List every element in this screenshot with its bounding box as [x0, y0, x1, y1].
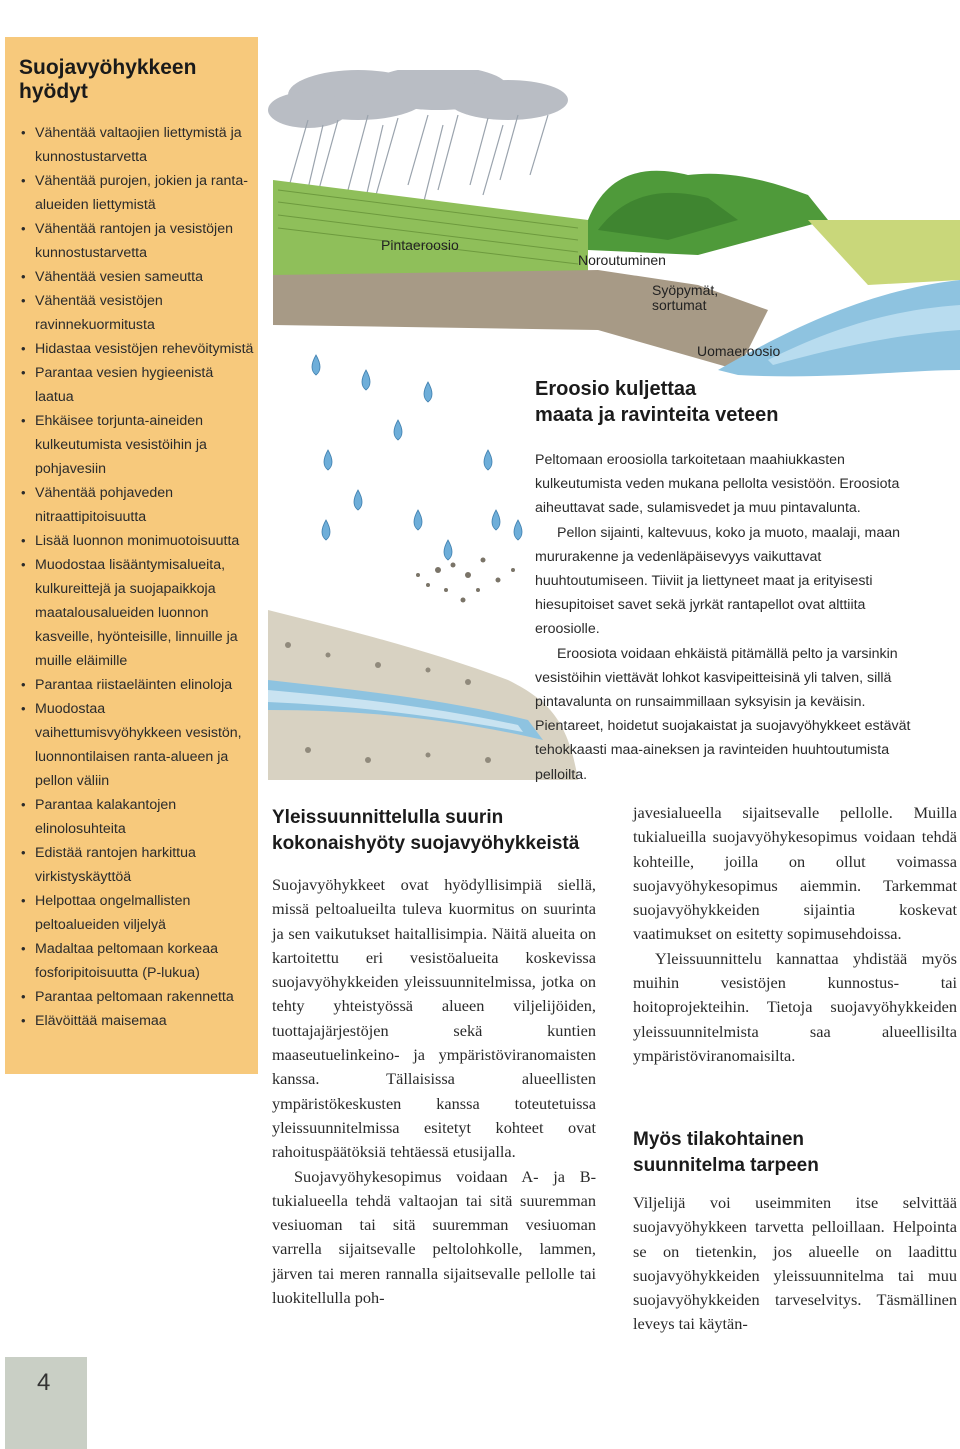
benefit-item: • Parantaa peltomaan rakennetta	[19, 985, 254, 1009]
erosion-paragraph: Peltomaan eroosiolla tarkoitetaan maahiukkasten kulkeutumista veden mukana pellolta vesistöön. Eroosiota aiheuttavat sade, sulamisvedet ja muu pintavalunta.	[535, 452, 900, 517]
general-planning-heading	[272, 805, 612, 857]
farm-plan-text	[633, 1191, 957, 1337]
benefit-item: • Edistää rantojen harkittua virkistyskäyttöä	[19, 841, 254, 889]
benefit-item: • Ehkäisee torjunta-aineiden kulkeutumista vesistöihin ja pohjavesiin	[19, 409, 254, 481]
farm-heading-line2: suunnitelma tarpeen	[633, 1155, 819, 1176]
far-field	[808, 220, 960, 285]
erosion-text	[535, 448, 930, 787]
raindrops	[312, 355, 522, 560]
farm-plan-heading	[633, 1127, 953, 1179]
general-paragraph: Yleissuunnittelu kannattaa yhdistää myös muihin vesistöjen kunnostus- tai hoitoprojekteihin. Tietoja suojavyöhykkeiden yleissuunnitelmista saa alueellisilta ympäristöviranomaisilta.	[633, 948, 957, 1065]
benefit-item: • Vähentää vesien sameutta	[19, 265, 254, 289]
label-gully-line2: sortumat	[652, 297, 707, 313]
benefit-item: • Muodostaa lisääntymisalueita, kulkureittejä ja suojapaikkoja maatalousalueiden luonnon kasveille, hyönteisille, linnuille ja muille eläimille	[19, 553, 254, 673]
sidebar-title-line2: hyödyt	[19, 80, 88, 103]
label-gully-line1: Syöpymät,	[652, 282, 719, 298]
label-rill-erosion: Noroutuminen	[578, 252, 666, 268]
field-grass	[273, 180, 588, 275]
general-heading-line1: Yleissuunnittelulla suurin	[272, 807, 504, 828]
general-text-column-1: Suojavyöhykkeet ovat hyödyllisimpiä siellä, missä peltoalueilta tuleva kuormitus on suurinta ja sen vaikutukset haitallisimpia. Näitä alueita on kartoitettu eri vesistöalueita koskevissa suojavyöhykkeiden yleissuunnitelmissa, jotka on tehty yhteistyössä alueen viljelijöiden, tuottajajärjestöjen sekä kuntien maaseutuelinkeino- ja ympäristöviranomaisten kanssa. Tällaisissa alueellisten ympäristökeskusten kanssa toteutetuissa yleissuunnitelmissa esitetyt kohteet ovat rahoituspäätöksiä tehtäessä etusijalla. Suojavyöhykesopimus voidaan A- ja B-tukialueella tehdä valtaojan tai sitä suuremman vesiuoman tai sitä suuremman vesiuoman varrella sijaitsevalle peltolohkolle, lammen, järven tai meren rannalla sijaitsevalle pellolle tai luokitellulla poh-	[272, 875, 596, 1308]
benefit-item: • Parantaa kalakantojen elinolosuhteita	[19, 793, 254, 841]
general-heading-line2: kokonaishyöty suojavyöhykkeistä	[272, 833, 580, 854]
benefit-item: • Parantaa vesien hygieenistä laatua	[19, 361, 254, 409]
page-number: 4	[37, 1369, 51, 1396]
farm-paragraph: Viljelijä voi useimmiten itse selvittää suojavyöhykkeen tarvetta pelloillaan. Helpointa se on tietenkin, jos alueelle on laadittu suojavyöhykkeiden yleissuunnitelma tai muu suojavyöhykkeiden tarveselvitys. Täsmällinen leveys tai käytän-	[633, 1193, 957, 1334]
page-number-box	[5, 1357, 87, 1449]
benefit-item: • Elävöittää maisemaa	[19, 1009, 254, 1033]
benefits-sidebar	[5, 37, 258, 1074]
benefit-item: • Helpottaa ongelmallisten peltoalueiden viljelyä	[19, 889, 254, 937]
erosion-paragraph: Pellon sijainti, kaltevuus, koko ja muoto, maalaji, maan mururakenne ja vedenläpäisevyys vaikuttavat huuhtoutumiseen. Tiiviit ja liettyneet maat ja erityisesti hiesupitoiset savet sekä jyrkät rantapellot ovat alttiita eroosiolle.	[535, 524, 901, 638]
erosion-heading	[535, 376, 935, 428]
farm-heading-line1: Myös tilakohtainen	[633, 1129, 805, 1150]
label-surface-erosion: Pintaeroosio	[381, 237, 459, 253]
benefit-item: • Parantaa riistaeläinten elinoloja	[19, 673, 254, 697]
general-text-column-2: javesialueella sijaitsevalle pellolle. Muilla tukialueilla suojavyöhykesopimus voidaan tehdä kohteille, joilla on ollut voimassa suojavyöhykesopimus aiemmin. Tarkemmat suojavyöhykkeiden sijaintia koskevat vaatimukset on esitetty sopimusehdoissa. Yleissuunnittelu kannattaa yhdistää myös muihin vesistöjen kunnostus- tai hoitoprojekteihin. Tietoja suojavyöhykkeiden yleissuunnitelmista saa alueellisilta ympäristöviranomaisilta.	[633, 801, 957, 1068]
rain-cloud	[268, 70, 568, 128]
general-paragraph: Suojavyöhykkeet ovat hyödyllisimpiä siellä, missä peltoalueilta tuleva kuormitus on suurinta ja sen vaikutukset haitallisimpia. Näitä alueita on kartoitettu eri vesistöalueita koskevissa suojavyöhykkeiden yleissuunnitelmissa, jotka on tehty yhteistyössä alueen viljelijöiden, tuottajajärjestöjen sekä kuntien maaseutuelinkeino- ja ympäristöviranomaisten kanssa. Tällaisissa alueellisten ympäristökeskusten kanssa toteutetuissa yleissuunnitelmissa esitetyt kohteet ovat rahoituspäätöksiä tehtäessä etusijalla.	[272, 875, 596, 1162]
benefit-item: • Vähentää rantojen ja vesistöjen kunnostustarvetta	[19, 217, 254, 265]
benefit-item: • Vähentää pohjaveden nitraattipitoisuutta	[19, 481, 254, 529]
benefit-item: • Madaltaa peltomaan korkeaa fosforipitoisuutta (P-lukua)	[19, 937, 254, 985]
benefit-item: • Vähentää purojen, jokien ja ranta-alueiden liettymistä	[19, 169, 254, 217]
erosion-paragraph: Eroosiota voidaan ehkäistä pitämällä pelto ja varsinkin vesistöihin viettävät lohkot kasvipeitteisinä yli talven, sillä pintavalunta on runsaimmillaan syksyisin ja keväisin.	[535, 645, 898, 711]
benefit-item: • Muodostaa vaihettumisvyöhykkeen vesistön, luonnontilaisen ranta-alueen ja pellon väliin	[19, 697, 254, 793]
erosion-heading-line2: maata ja ravinteita veteen	[535, 404, 779, 426]
benefit-item: • Hidastaa vesistöjen rehevöitymistä	[19, 337, 254, 361]
benefit-item: • Vähentää vesistöjen ravinnekuormitusta	[19, 289, 254, 337]
label-channel-erosion: Uomaeroosio	[697, 343, 781, 359]
benefits-list	[19, 121, 254, 1033]
sidebar-title	[19, 56, 249, 104]
benefit-item: • Vähentää valtaojien liettymistä ja kunnostustarvetta	[19, 121, 254, 169]
soil-particles	[416, 558, 515, 603]
benefit-item: • Lisää luonnon monimuotoisuutta	[19, 529, 254, 553]
sidebar-title-line1: Suojavyöhykkeen	[19, 56, 197, 79]
erosion-paragraph: Pientareet, hoidetut suojakaistat ja suojavyöhykkeet estävät tehokkaasti maa-aineksen ja ravinteiden huuhtoutumista pelloilta.	[535, 718, 911, 783]
erosion-heading-line1: Eroosio kuljettaa	[535, 378, 697, 400]
